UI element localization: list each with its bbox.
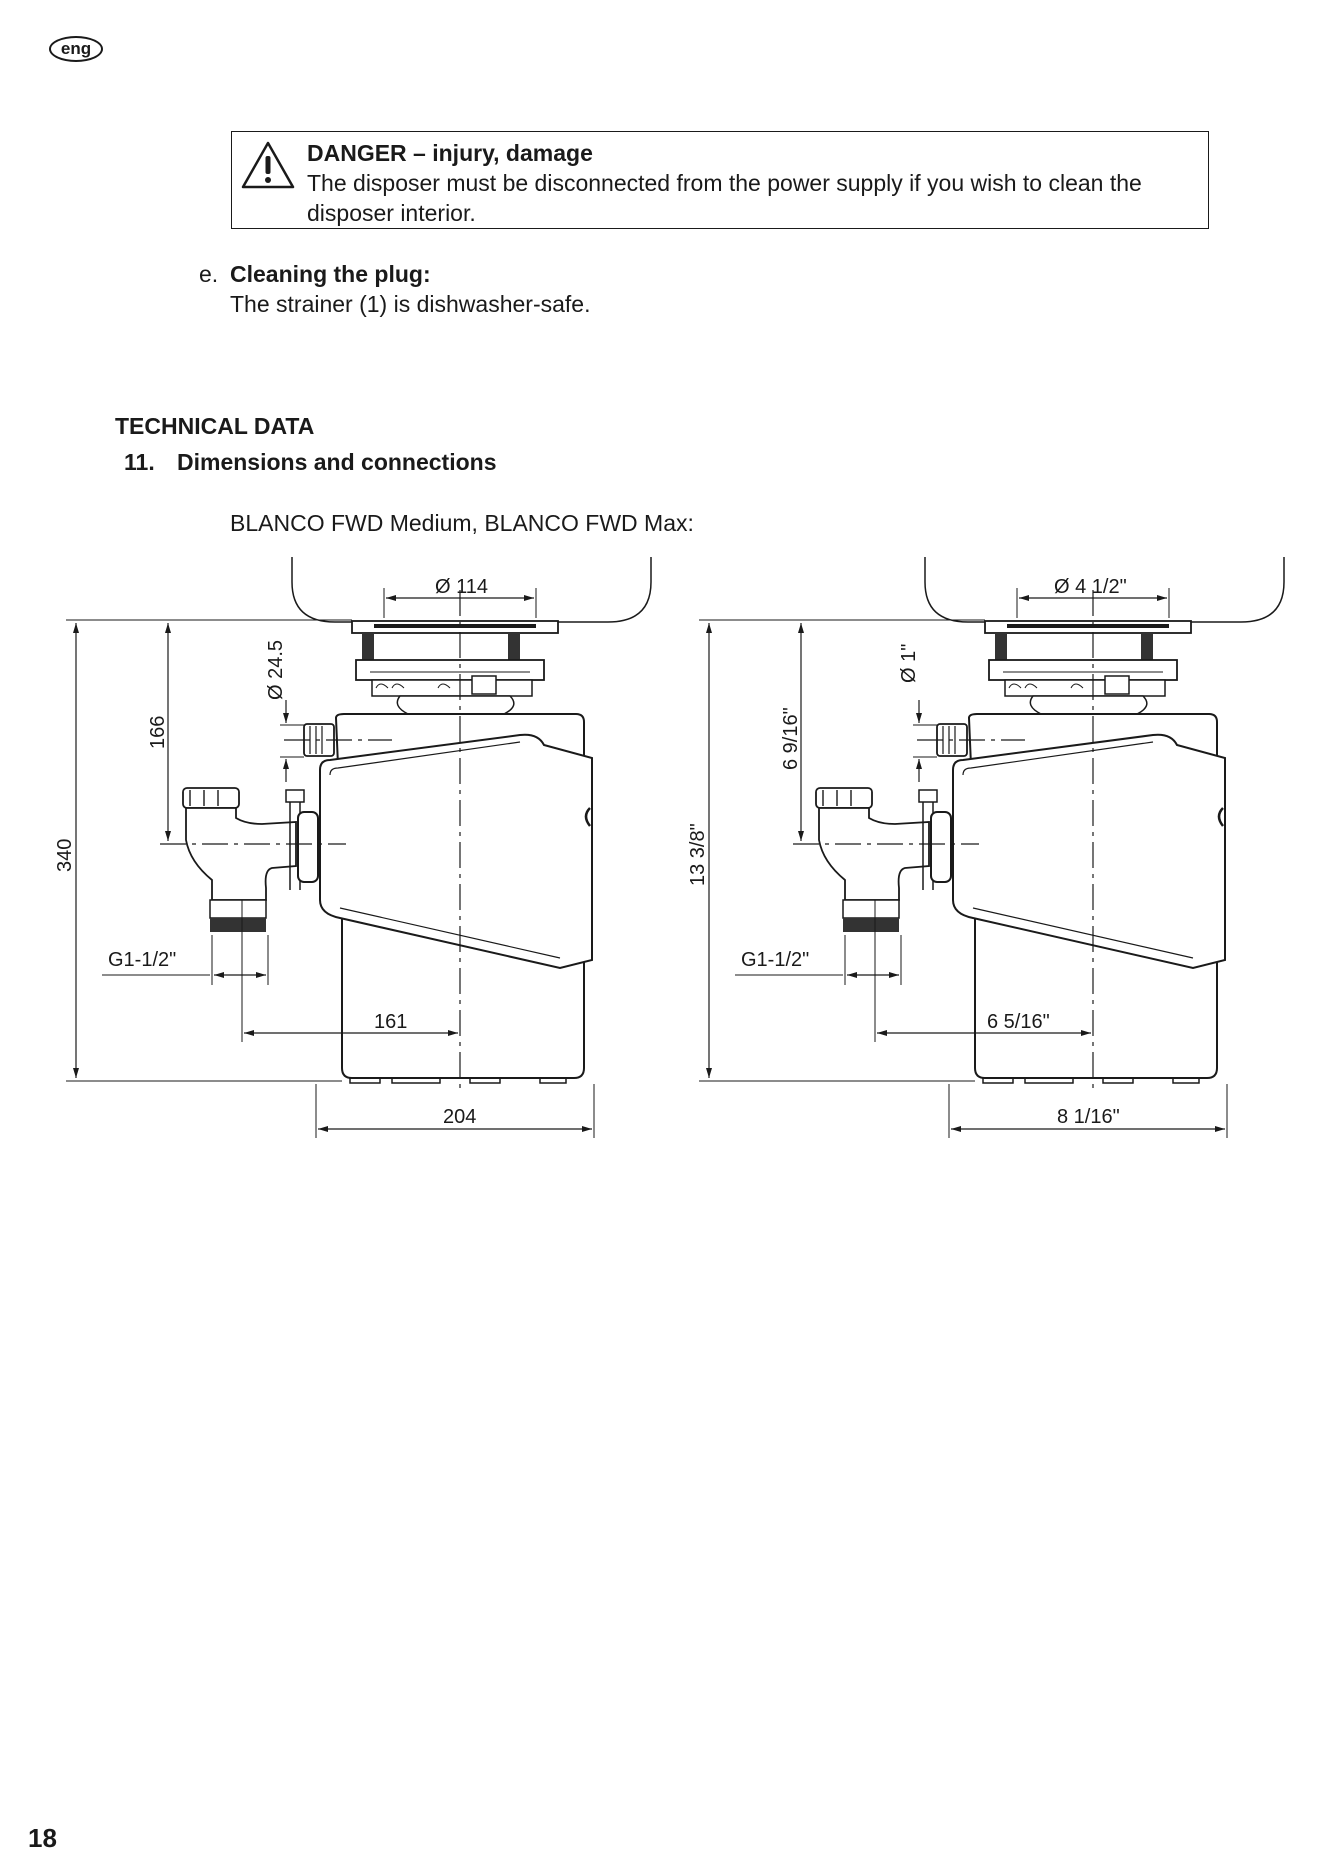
inlet-height-label: 6 9/16" — [780, 707, 802, 770]
step-title: Cleaning the plug: — [230, 261, 431, 287]
dimension-drawings — [0, 540, 1324, 1150]
danger-title: DANGER – injury, damage — [307, 140, 593, 166]
total-height-label: 340 — [54, 838, 76, 872]
flange-diameter-label: Ø 114 — [435, 576, 488, 598]
model-list: BLANCO FWD Medium, BLANCO FWD Max: — [230, 510, 694, 536]
section-title: TECHNICAL DATA — [115, 413, 315, 439]
step-text: The strainer (1) is dishwasher-safe. — [230, 291, 591, 317]
outlet-offset-label: 161 — [374, 1011, 408, 1033]
outlet-thread-label: G1-1/2" — [741, 949, 810, 971]
metric-drawing — [54, 557, 651, 1138]
danger-warning-box — [231, 131, 1209, 229]
imperial-drawing — [687, 557, 1284, 1138]
cleaning-step — [199, 259, 431, 289]
step-label: e. — [199, 261, 219, 287]
body-width-label: 8 1/16" — [1057, 1106, 1120, 1128]
inlet-diameter-label: Ø 24.5 — [265, 639, 287, 700]
page-number: 18 — [28, 1823, 57, 1853]
body-width-label: 204 — [443, 1106, 477, 1128]
subsection-title — [124, 447, 497, 477]
subsection-label: Dimensions and connections — [177, 449, 497, 475]
outlet-offset-label: 6 5/16" — [987, 1011, 1050, 1033]
flange-diameter-label: Ø 4 1/2" — [1054, 576, 1127, 598]
language-badge: eng — [49, 36, 103, 62]
total-height-label: 13 3/8" — [687, 823, 709, 886]
subsection-number: 11. — [124, 449, 155, 475]
inlet-diameter-label: Ø 1" — [898, 643, 920, 683]
danger-text: The disposer must be disconnected from the power supply if you wish to clean the disposer interior. — [307, 170, 1142, 226]
outlet-thread-label: G1-1/2" — [108, 949, 177, 971]
warning-triangle-icon — [240, 139, 296, 191]
inlet-height-label: 166 — [147, 715, 169, 749]
